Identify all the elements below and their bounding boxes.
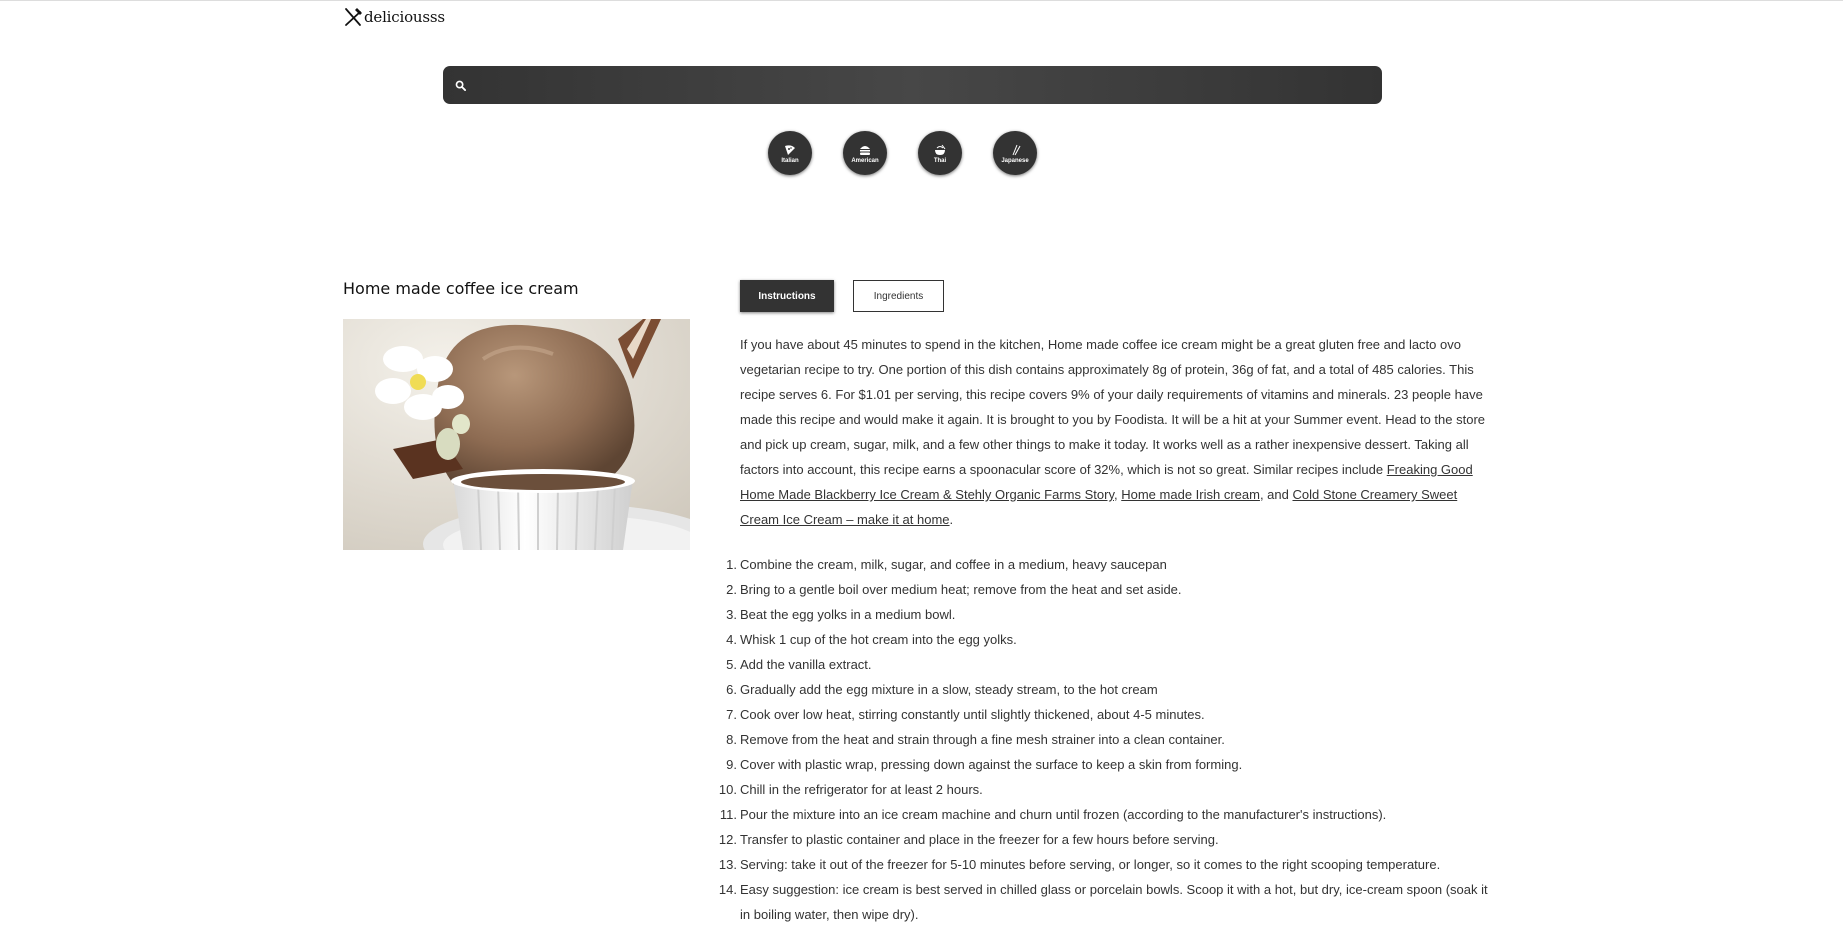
pizza-icon bbox=[783, 143, 797, 157]
step-item bbox=[718, 827, 1500, 852]
step-item bbox=[726, 677, 1500, 702]
search-icon bbox=[455, 80, 466, 91]
summary-text: If you have about 45 minutes to spend in the kitchen, Home made coffee ice cream might be a great gluten free and lacto ovo vegetarian recipe to try. One portion of this dish contains approximately 8g of protein, 36g of fat, and a total of 485 calories. This recipe serves 6. For $1.01 per serving, this recipe covers 9% of your daily requirements of vitamins and minerals. 23 people have made this recipe and would make it again. It is brought to you by Foodista. It will be a hit at your Summer event. Head to the store and pick up cream, sugar, milk, and a few other things to make it today. It works well as a rather inexpensive dessert. Taking all factors into account, this recipe earns a spoonacular score of 32%, which is not so great. Similar recipes include bbox=[740, 337, 1485, 477]
summary-separator: , and bbox=[1259, 487, 1293, 502]
step-text: Add the vanilla extract. bbox=[740, 657, 872, 672]
step-item bbox=[726, 652, 1500, 677]
step-number: 4. bbox=[726, 632, 737, 647]
step-item bbox=[726, 702, 1500, 727]
similar-recipe-link-3[interactable]: Cold Stone Creamery Sweet Cream Ice Cream – make it at home bbox=[740, 487, 1458, 527]
step-number: 14. bbox=[718, 882, 737, 897]
step-text: Transfer to plastic container and place in the freezer for a few hours before serving. bbox=[740, 832, 1219, 847]
cuisine-button-japanese[interactable] bbox=[993, 131, 1037, 175]
cuisine-label: Thai bbox=[933, 157, 947, 164]
logo-text: deliciousss bbox=[364, 8, 445, 26]
tab-instructions[interactable]: Instructions bbox=[740, 280, 834, 312]
step-text: Combine the cream, milk, sugar, and coffee in a medium, heavy saucepan bbox=[740, 557, 1167, 572]
fork-knife-icon bbox=[343, 7, 363, 27]
step-number: 7. bbox=[726, 707, 737, 722]
search-bar[interactable] bbox=[443, 66, 1382, 104]
step-number: 10. bbox=[718, 782, 737, 797]
step-text: Bring to a gentle boil over medium heat; remove from the heat and set aside. bbox=[740, 582, 1182, 597]
step-number: 2. bbox=[726, 582, 737, 597]
step-number: 12. bbox=[718, 832, 737, 847]
step-item bbox=[719, 802, 1500, 827]
summary-end: . bbox=[949, 512, 954, 527]
recipe-summary bbox=[740, 332, 1492, 532]
step-item bbox=[726, 627, 1500, 652]
step-number: 8. bbox=[726, 732, 737, 747]
recipe-image bbox=[343, 319, 690, 550]
step-text: Cover with plastic wrap, pressing down against the surface to keep a skin from forming. bbox=[740, 757, 1243, 772]
step-text: Remove from the heat and strain through a fine mesh strainer into a clean container. bbox=[740, 732, 1225, 747]
step-number: 13. bbox=[718, 857, 737, 872]
instruction-steps bbox=[718, 552, 1500, 927]
noodle-bowl-icon bbox=[933, 143, 947, 157]
tab-ingredients[interactable]: Ingredients bbox=[853, 280, 944, 312]
cuisine-button-italian[interactable] bbox=[768, 131, 812, 175]
step-number: 9. bbox=[726, 757, 737, 772]
step-item bbox=[726, 602, 1500, 627]
summary-separator: , bbox=[1114, 487, 1122, 502]
step-item bbox=[718, 777, 1500, 802]
cuisine-label: Italian bbox=[781, 157, 799, 164]
step-number: 6. bbox=[726, 682, 737, 697]
cuisine-button-thai[interactable] bbox=[918, 131, 962, 175]
cuisine-filters bbox=[768, 131, 1037, 175]
step-item bbox=[718, 877, 1500, 927]
step-item bbox=[718, 852, 1500, 877]
step-text: Gradually add the egg mixture in a slow, steady stream, to the hot cream bbox=[740, 682, 1158, 697]
step-text: Pour the mixture into an ice cream machine and churn until frozen (according to the manufacturer's instructions). bbox=[740, 807, 1387, 822]
step-number: 11. bbox=[719, 807, 737, 822]
cuisine-label: Japanese bbox=[1001, 157, 1029, 164]
site-logo[interactable] bbox=[343, 6, 445, 28]
recipe-title: Home made coffee ice cream bbox=[343, 279, 579, 298]
step-text: Cook over low heat, stirring constantly until slightly thickened, about 4-5 minutes. bbox=[740, 707, 1205, 722]
search-input[interactable] bbox=[474, 65, 1382, 105]
similar-recipe-link-1[interactable]: Freaking Good Home Made Blackberry Ice Cream & Stehly Organic Farms Story bbox=[740, 462, 1473, 502]
step-item bbox=[726, 552, 1500, 577]
cuisine-button-american[interactable] bbox=[843, 131, 887, 175]
step-number: 3. bbox=[726, 607, 737, 622]
similar-recipe-link-2[interactable]: Home made Irish cream bbox=[1121, 487, 1260, 502]
cuisine-label: American bbox=[851, 157, 879, 164]
burger-icon bbox=[858, 143, 872, 157]
chopsticks-icon bbox=[1008, 143, 1022, 157]
step-text: Easy suggestion: ice cream is best served in chilled glass or porcelain bowls. Scoop it with a hot, but dry, ice-cream spoon (soak it in boiling water, then wipe dry). bbox=[740, 882, 1488, 922]
step-text: Whisk 1 cup of the hot cream into the egg yolks. bbox=[740, 632, 1017, 647]
top-border bbox=[0, 0, 1843, 1]
step-number: 5. bbox=[726, 657, 737, 672]
step-number: 1. bbox=[726, 557, 737, 572]
step-text: Chill in the refrigerator for at least 2 hours. bbox=[740, 782, 983, 797]
step-item bbox=[726, 752, 1500, 777]
step-text: Serving: take it out of the freezer for 5-10 minutes before serving, or longer, so it comes to the right scooping temperature. bbox=[740, 857, 1441, 872]
step-item bbox=[726, 727, 1500, 752]
step-text: Beat the egg yolks in a medium bowl. bbox=[740, 607, 956, 622]
step-item bbox=[726, 577, 1500, 602]
